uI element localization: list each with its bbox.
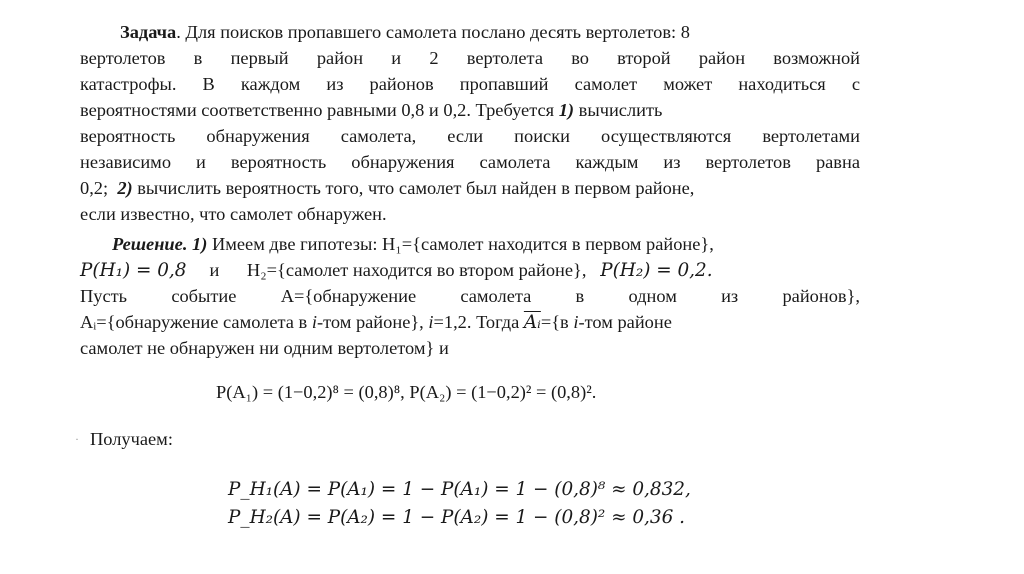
bullet-dot: · xyxy=(75,432,79,446)
p-h2: P(H₂) = 0,2. xyxy=(600,260,713,281)
p-h1: P(H₁) = 0,8 xyxy=(80,260,187,281)
formula-ph1: P_H₁(A) = P(A₁) = 1 − P(A₁) = 1 − (0,8)⁸ ≈ 0,832, xyxy=(228,479,691,500)
problem-line-1: Задача. Для поисков пропавшего самолета послано десять вертолетов: 8 xyxy=(120,22,690,42)
question-1-marker: 1) xyxy=(558,100,575,120)
solution-line-2: P(H₁) = 0,8 и H₂={самолет находится во втором районе}, P(H₂) = 0,2. xyxy=(80,260,713,281)
solution-line-3: Пусть событие A={обнаружение самолета в одном из районов}, xyxy=(80,286,860,306)
problem-line-6: независимо и вероятность обнаружения самолета каждым из вертолетов равна xyxy=(80,152,860,172)
problem-line-4: вероятностями соответственно равными 0,8 и 0,2. Требуется 1) вычислить xyxy=(80,100,663,120)
solution-line-5: самолет не обнаружен ни одним вертолетом} и xyxy=(80,338,449,358)
solution-label: Решение. 1) xyxy=(112,234,208,254)
question-2-marker: 2) xyxy=(117,178,133,198)
problem-line-3: катастрофы. В каждом из районов пропавший самолет может находиться с xyxy=(80,74,860,94)
problem-line-2: вертолетов в первый район и 2 вертолета во второй район возможной xyxy=(80,48,860,68)
formula-p-abar: P(A₁) = (1−0,2)⁸ = (0,8)⁸, P(A₂) = (1−0,2)² = (0,8)². xyxy=(216,382,597,402)
problem-line-8: если известно, что самолет обнаружен. xyxy=(80,204,387,224)
solution-line-1: Решение. 1) Имеем две гипотезы: H₁={самолет находится в первом районе}, xyxy=(112,234,714,254)
problem-line-5: вероятность обнаружения самолета, если поиски осуществляются вертолетами xyxy=(80,126,860,146)
problem-line-7: 0,2; 2) вычислить вероятность того, что самолет был найден в первом районе, xyxy=(80,178,695,198)
solution-line-4: Aᵢ={обнаружение самолета в i-том районе}, i=1,2. Тогда $\overline{Aᵢ}=\{в$ i-том районе xyxy=(80,312,672,333)
formula-ph2: P_H₂(A) = P(A₂) = 1 − P(A₂) = 1 − (0,8)² ≈ 0,36 . xyxy=(228,507,685,528)
a-bar-i: $\overline{Aᵢ}$ xyxy=(523,312,541,333)
problem-label: Задача xyxy=(120,22,177,42)
obtain-label: Получаем: xyxy=(90,429,173,449)
